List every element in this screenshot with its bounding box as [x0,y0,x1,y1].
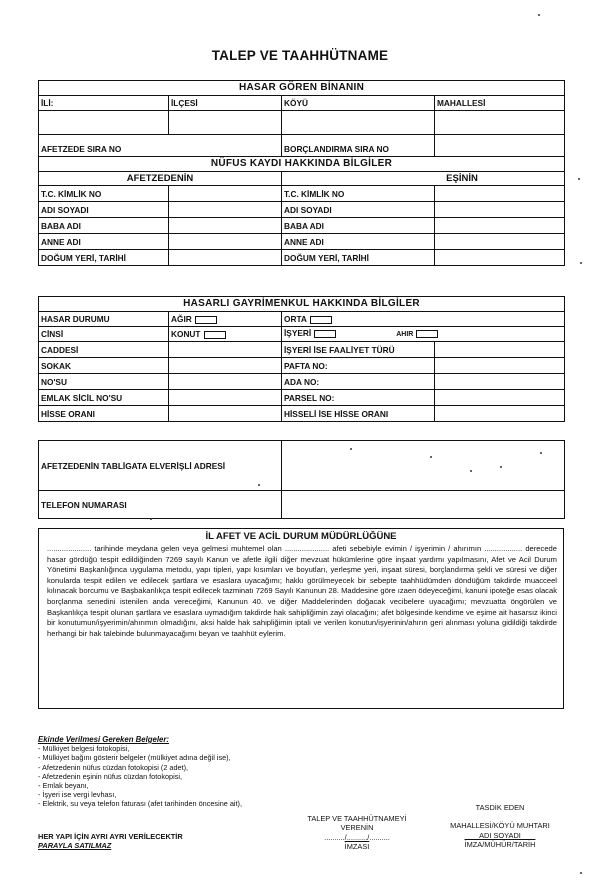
spouse-birth-field[interactable] [435,250,565,266]
property-table [38,296,565,422]
spouse-mother-field[interactable] [435,234,565,250]
damage-status-label: HASAR DURUMU [39,312,169,327]
lane-field[interactable] [169,358,282,374]
document-item: - Afetzedenin nüfus cüzdan fotokopisi (2 adet), [38,762,189,772]
applicant-caption-1: TALEP VE TAAHHÜTNAMEYİ [307,814,407,823]
scan-speck [430,456,432,458]
house-label: KONUT [171,329,201,339]
property-section-title: HASARLI GAYRİMENKUL HAKKINDA BİLGİLER [39,297,565,312]
number-field[interactable] [169,374,282,390]
province-field[interactable] [39,111,169,135]
medium-checkbox[interactable] [310,316,332,324]
spouse-tc-field[interactable] [435,186,565,202]
phone-field[interactable] [282,491,565,519]
applicant-signature-block [296,814,418,852]
house-option[interactable] [169,327,282,342]
victim-header: AFETZEDENİN [39,172,282,186]
debt-sequence-label: BORÇLANDIRMA SIRA NO [282,135,435,157]
victim-name-field[interactable] [169,202,282,218]
spouse-mother-label: ANNE ADI [282,234,435,250]
contact-table [38,440,565,519]
applicant-date[interactable]: ........../........../.......... [324,832,390,842]
scan-speck [580,872,582,874]
spouse-header: EŞİNİN [282,172,565,186]
spouse-father-label: BABA ADI [282,218,435,234]
headman-signature-label: İMZA/MÜHÜR/TARİH [464,840,536,850]
spouse-name-field[interactable] [435,202,565,218]
victim-tc-label: T.C. KİMLİK NO [39,186,169,202]
approver-caption: TASDİK EDEN [475,803,525,812]
medium-label: ORTA [284,314,307,324]
sheet-label: PAFTA NO: [282,358,435,374]
form-title: TALEP VE TAAHHÜTNAME [211,48,389,63]
barn-checkbox[interactable] [416,330,438,338]
victim-father-label: BABA ADI [39,218,169,234]
scan-speck [578,178,580,180]
scan-speck [540,452,542,454]
headman-approval-block [432,803,568,850]
registry-no-label: EMLAK SİCİL NO'SU [39,390,169,406]
registry-no-field[interactable] [169,390,282,406]
scan-speck [580,262,582,264]
pledge-text: ..................... tarihinde meydana gelen veya gelmesi muhtemel olan ..................... afeti sebebiyle evimin / işyerimin / ahırımın .................. derecede hasar gördüğü tespit edildiğinden 7269 sayılı Kanun ve afetle ilgili diğer mevzuat hükümlerine göre inşaat yardımı yapılmasını, Afet ve Acil Durum Yönetimi Başkanlığınca uygulama metodu, yapı tipleri, yapı kısımları ve boyutları, yerleşme yeri, inşaat süresi, borçlandırma şekli ve süresi ve diğer konularda tespit edilen ve edilecek şartlara ve esaslara uyacağımı; hakkı görülmeyecek bir sebepte taahhüdümden döndüğüm takdirde muacceel kılınacak borcumu ve Başbakanlıkça tespit edilecek tazminatı 7269 Sayılı Kanunun 28. Maddesine göre ızaen ödeyeceğimi, kanuni ipoteğe esas olacak borçlanma senedini istenilen anda vereceğimi, Kanunun 40. ve diğer Maddelerinden doğacak vecibelere uyacağımı; mevzuatta öngörülen ve Başkanlıkça tespit olunan şartlara ve esaslara uymadığım takdirde hak sahipliğimin zayi olacağını; afet bölgesinde kendime ve eşime ait hasarsız ikinci bir konutumun/işyerimin/ahırımın olmadığını, aksi halde hak sahipliğimin iptali ve verilen konutun/işyerinin/ahırın geri alınması yoluna gidildiği takdirde herhangi bir hak talebinde bulunmayacağımı beyan ve taahhüt eylerim. [47,544,557,638]
heavy-damage-option[interactable] [169,312,282,327]
lane-label: SOKAK [39,358,169,374]
applicant-caption-2: VERENİN [340,823,374,833]
document-item: - Emlak beyanı, [38,781,89,791]
victim-name-label: ADI SOYADI [39,202,169,218]
headman-name-label: ADI SOYADI [479,830,521,840]
victim-birth-label: DOĞUM YERİ, TARİHİ [39,250,169,266]
building-and-registry-table [38,80,565,266]
province-label: İLİ: [39,96,169,111]
parcel-field[interactable] [435,390,565,406]
workplace-barn-option[interactable] [282,327,565,342]
share-label: HİSSE ORANI [39,406,169,422]
spouse-name-label: ADI SOYADI [282,202,435,218]
spouse-tc-label: T.C. KİMLİK NO [282,186,435,202]
street-field[interactable] [169,342,282,358]
activity-field[interactable] [435,342,565,358]
victim-tc-field[interactable] [169,186,282,202]
medium-damage-option[interactable] [282,312,565,327]
document-item: - Elektrik, su veya telefon faturası (afet tarihinden öncesine ait), [38,799,243,809]
footer-left [38,832,183,851]
shared-ratio-field[interactable] [435,406,565,422]
neighborhood-field[interactable] [435,111,565,135]
share-field[interactable] [169,406,282,422]
scan-speck [350,448,352,450]
victim-mother-label: ANNE ADI [39,234,169,250]
street-label: CADDESİ [39,342,169,358]
building-section-title: HASAR GÖREN BİNANIN [39,81,565,96]
victim-birth-field[interactable] [169,250,282,266]
workplace-label: İŞYERİ [284,328,312,338]
pledge-title: İL AFET VE ACİL DURUM MÜDÜRLÜĞÜNE [205,531,397,542]
registry-section-title: NÜFUS KAYDI HAKKINDA BİLGİLER [39,157,565,172]
house-checkbox[interactable] [204,331,226,339]
sheet-field[interactable] [435,358,565,374]
parcel-label: PARSEL NO: [282,390,435,406]
activity-label: İŞYERİ İSE FAALİYET TÜRÜ [282,342,435,358]
shared-ratio-label: HİSSELİ İSE HİSSE ORANI [282,406,435,422]
scan-speck [500,466,502,468]
district-field[interactable] [169,111,282,135]
document-item: - Mülkiyet belgesi fotokopisi, [38,744,130,754]
heavy-label: AĞIR [171,314,192,324]
type-label: CİNSİ [39,327,169,342]
footer-not-for-sale: PARAYLA SATILMAZ [38,841,112,851]
phone-label: TELEFON NUMARASI [39,491,282,519]
documents-title: Ekinde Verilmesi Gereken Belgeler: [38,735,170,744]
scan-speck [470,470,472,472]
required-documents [38,735,368,809]
address-label: AFETZEDENİN TABLİGATA ELVERİŞLİ ADRESİ [39,441,282,491]
spouse-father-field[interactable] [435,218,565,234]
scan-speck [538,14,540,16]
pledge-box [38,528,564,709]
scan-speck [150,518,152,520]
spouse-birth-label: DOĞUM YERİ, TARİHİ [282,250,435,266]
victim-father-field[interactable] [169,218,282,234]
headman-title: MAHALLESİ/KÖYÜ MUHTARI [450,821,550,831]
block-field[interactable] [435,374,565,390]
document-item: - Afetzedenin eşinin nüfus cüzdan fotokopisi, [38,771,183,781]
document-item: - İşyeri ise vergi levhası, [38,790,117,800]
workplace-checkbox[interactable] [314,330,336,338]
address-field[interactable] [282,441,565,491]
neighborhood-label: MAHALLESİ [435,96,565,111]
district-label: İLÇESİ [169,96,282,111]
document-item: - Mülkiyet bağını gösterir belgeler (mülkiyet adına değil ise), [38,753,231,763]
debt-sequence-field[interactable] [435,135,565,157]
village-field[interactable] [282,111,435,135]
victim-sequence-label: AFETZEDE SIRA NO [39,135,282,157]
heavy-checkbox[interactable] [195,316,217,324]
footer-per-building: HER YAPI İÇİN AYRI AYRI VERİLECEKTİR [38,832,183,841]
barn-label: AHIR [396,331,414,338]
scan-speck [258,484,260,486]
village-label: KÖYÜ [282,96,435,111]
victim-mother-field[interactable] [169,234,282,250]
number-label: NO'SU [39,374,169,390]
applicant-signature-label: İMZASI [344,842,370,852]
block-label: ADA NO: [282,374,435,390]
